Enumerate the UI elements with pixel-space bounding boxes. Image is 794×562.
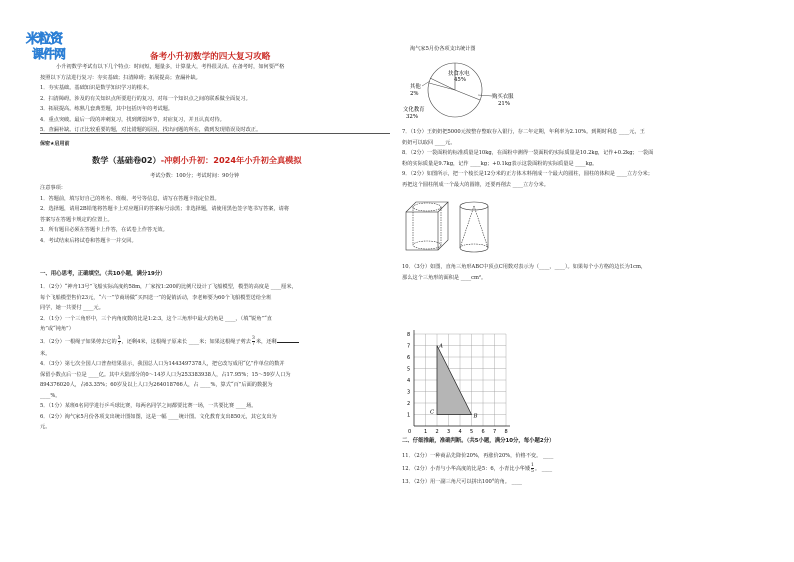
questions-left [40,282,390,433]
x-tick-label: 6 [481,429,485,435]
point-c-label: C [430,409,435,416]
secret-label: 保密★启用前 [40,141,70,147]
note-item: 3．所有题目必须在答题卡上作答，在试卷上作答无效。 [40,227,168,233]
pie-pct-other: 2% [410,91,419,97]
q2-line: 角”或“钝角”） [40,326,74,332]
q6-line: 元。 [40,424,51,430]
right-column [400,0,794,562]
pie-label-culture: 文化教育 [403,107,425,113]
q7-line: 7．（1分）王奶奶把5000元按整存整取存入银行，存二年定期，年利率为2.10%。到期时利息 ____元，王 [402,129,645,135]
intro-line: 按照以下方法进行复习：夯实基础；扫清障碍；拓展提高；查漏补缺。 [40,74,201,81]
note-item: 1．答题前，填写好自己的姓名、班级、考号等信息，请写在答题卡指定位置。 [40,195,220,202]
x-tick-label: 7 [493,429,497,435]
tip-item: 1．夯实基础。基础知识是数学知识学习的根本。 [40,85,153,91]
expense-pie-chart [400,54,530,124]
exam-title [92,155,302,166]
q5-line: 5．（1分）某班6名同学进行乒乓球比赛，每两名同学之间都要比赛一场，一共要比赛 ____场。 [40,403,257,409]
tip-item: 4．重点突破。最后一段的冲刺复习，找到薄弱环节，对症复习，并且认真对待。 [40,116,225,123]
x-tick-label: 8 [504,429,508,435]
triangle-grid-figure [400,306,510,436]
pie-label-clothes: 购买衣服 [492,94,514,100]
note-item: 2．选择题，请用2B铅笔将答题卡上对应题目的答案标号涂黑；非选择题，请使用黑色签字笔书写答案，请将 [40,206,290,212]
q10-line: 那么这个三角形的面积是 ____cm²。 [402,274,487,281]
intro-line: 小升初数学考试有以下几个特点：时间短，题量多，计算量大，考得很灵活。在备考时，如何要严格 [56,64,285,70]
q1-line: 1．（2分）“神舟13号”飞船实际高度约58m，厂家按1:200的比例尺设计了飞船模型，模型的高度是 ____厘米， [40,284,297,290]
q9-line: 9．（2分）如图所示，把一个棱长是12分米的正方体木料削成一个最大的圆柱，圆柱的体积是 ____立方分米； [402,171,653,177]
q10-line: 10．（3分）如图，直角三角形ABC中顶点C用数对表示为（____，____）。如果每个小方格的边长为1cm， [402,264,647,270]
q4-line: ____%。 [40,392,61,399]
y-tick-label: 6 [407,355,411,361]
x-tick-label: 4 [458,429,462,435]
q11-line: 11．（2分）一种商品先降价20%，再涨价20%，价格不变。 ____ [402,452,554,459]
y-tick-label: 8 [407,332,411,338]
cylinder-cone-figure [460,202,488,252]
y-tick-label: 1 [407,412,411,419]
x-tick-label: 5 [470,429,474,435]
tip-item: 2．扫清障碍。涉及的有关知识点所要进行的复习，对每一个知识点之间的联系做全面复习。 [40,95,251,102]
section2-heading: 二、仔细推敲，准确判断。（共5小题，满分10分，每小题2分） [402,438,555,444]
y-tick-label: 7 [407,343,411,350]
x-tick-label: 1 [424,429,428,435]
q4-line: 保留小数点后一位是 ____亿。其中大陆部分的0～14岁人口为253383938人，占17.95%；15～59岁人口为 [40,371,291,378]
logo-line1: 米粒资 [26,32,63,47]
note-item: 答案写在答题卡规定的位置上。 [40,216,113,223]
q4-line: 894376020人，占63.35%；60岁及以上人口为264018766人，占 ____%，算式“百”后面的数据为 [40,382,273,388]
logo-line2: 课件网 [32,47,66,61]
questions-right-top [402,127,787,190]
origin-label: 0 [408,429,412,435]
q7-line: 奶奶可以取回 ____元。 [402,139,456,146]
point-a-label: A [439,343,443,350]
cube-figure [406,202,448,250]
q6-line: 6．（2分）淘气家5月份各项支出统计图如图，这是一幅 ____统计图。文化教育支出850元，其它支出为 [40,413,277,420]
q1-line: 每个飞船模型售价23元，“六一”节商场做“买四送一”的促销活动，李老师要为60个飞船模型送给全班 [40,294,272,301]
section1-heading: 一、用心思考，正确填空。（共10小题，满分19分） [40,271,166,277]
point-b-label: B [473,413,478,420]
notes-block [40,183,390,246]
pie-title: 淘气家5月份各项支出统计图 [410,46,476,52]
pie-label-water: 扶食水电 [448,71,470,77]
pie-pct-clothes: 21% [498,101,510,107]
exam-meta: 考试分数：100分；考试时间：90分钟 [150,173,240,179]
y-tick-label: 2 [407,401,411,407]
notes-title: 注意事项： [40,185,66,191]
q13-line: 13．（2分）用一副三角尺可以拼出100°的角。 ____ [402,479,523,485]
q3-fraction-2: $\frac{3}{7}$ [251,335,255,347]
q10-block [402,262,787,283]
header-divider [40,133,390,134]
header-title: 备考小升初数学的四大复习攻略 [150,52,271,62]
header-intro [40,62,390,136]
pie-label-other: 其他 [410,84,421,90]
note-item: 4．考试结束后将试卷和答题卡一并交回。 [40,237,137,244]
tip-item: 5．查漏补缺。订正比较重要的题，对比错题的原因，找出问题的所在，做到发现错误及时改正。 [40,127,262,133]
x-tick-label: 3 [447,429,451,435]
questions-right-bottom [402,436,787,488]
q3-fraction: $\frac{3}{7}$ [117,335,121,347]
pie-pct-water: 45% [454,77,466,83]
y-tick-label: 3 [407,389,411,396]
q8-line: 8．（2分）一袋面粉的标准质量是10kg，在面粉中测得一袋面粉的实际质量是10.2kg，记作+0.2kg；一袋面 [402,150,654,156]
pie-pct-culture: 32% [406,114,418,120]
q12-line: 12．（2分）小青与小华高度的比是5：6，小青比小华矮 $\frac{1}{5}$ 。 ____ [402,463,553,474]
q3-tail: 米。 [40,350,51,357]
exam-title-red: -冲刺小升初：2024年小升初全真模拟 [160,155,302,165]
q12-fraction: $\frac{1}{5}$ [531,463,534,474]
x-tick-label: 2 [435,429,439,435]
y-tick-label: 4 [407,378,411,384]
q9-line: 再把这个圆柱削成一个最大的圆锥，还要再削去 ____立方分米。 [402,181,549,188]
exam-title-main: 数学（基础卷02） [92,155,161,165]
q8-line: 粉的实际质量是9.7kg，记作 ____kg；+0.1kg表示这袋面粉的实际质量是 ____kg。 [402,160,598,167]
q4-line: 4．（3分）第七次全国人口普查结果显示，我国总人口为1443497378人，把它改写成用“亿”作单位的数并 [40,361,285,367]
tip-item: 3．拓展提高。练熟几套典型题，其中包括历年的考试题。 [40,106,173,112]
y-tick-label: 5 [407,366,411,373]
q3-line: 3．（2分）一根绳子如果剪去它的 $\frac{3}{7}$ ，还剩4米，这根绳子原来长 ____米；如果这根绳子剪去 $\frac{3}{7}$ 米，还剩 [40,335,390,349]
cube-cylinder-figures [404,196,494,258]
q2-line: 2．（1分）一个三角形中，三个内角度数的比是1:2:3，这个三角形中最大的角是 ____，（填“锐角”“直 [40,315,272,322]
q1-line: 同学，她一共要付 ____元。 [40,305,104,311]
